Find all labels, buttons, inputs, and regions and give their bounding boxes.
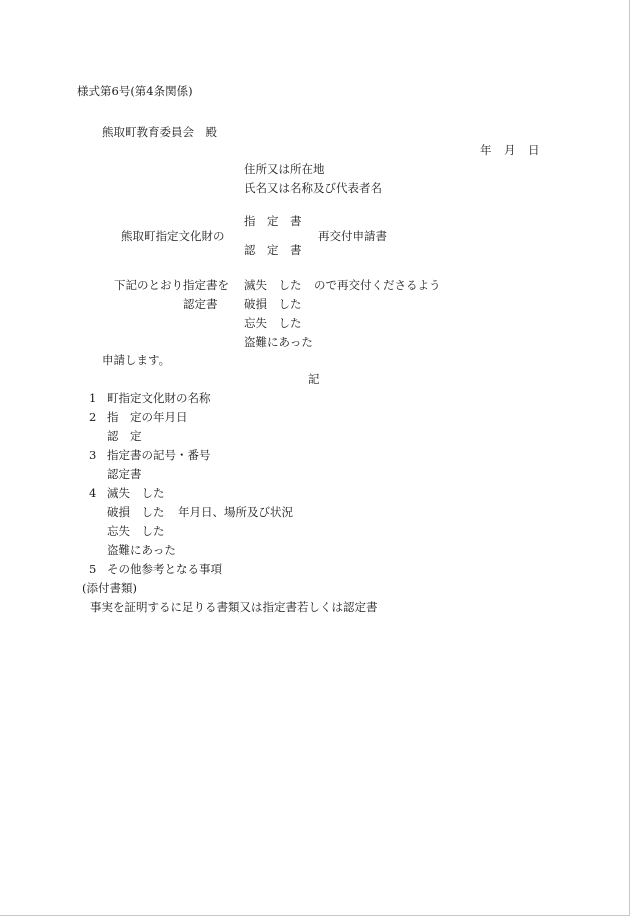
title-prefix: 熊取町指定文化財の (121, 229, 225, 243)
body-line1-prefix: 下記のとおり指定書を (114, 278, 229, 292)
body-reason-damaged: 破損 した (244, 297, 302, 311)
item-1-number: 1 (89, 391, 97, 405)
date-day: 日 (528, 143, 540, 157)
form-label: 様式第6号(第4条関係) (77, 84, 193, 98)
date-month: 月 (504, 143, 516, 157)
attachments-label: (添付書類) (82, 581, 137, 595)
item-1-text: 町指定文化財の名称 (107, 391, 211, 405)
item-4-damaged: 破損 した (107, 505, 165, 519)
item-4-suffix: 年月日、場所及び状況 (178, 505, 293, 519)
body-reason-stolen: 盗難にあった (244, 335, 313, 349)
item-2-number: 2 (89, 410, 97, 424)
date-year: 年 (480, 143, 492, 157)
body-line1-suffix: ので再交付くださるよう (314, 278, 441, 292)
item-4-lost: 滅失 した (107, 486, 165, 500)
item-3-text: 指定書の記号・番号 (107, 448, 211, 462)
item-2-sub: 認 定 (107, 429, 142, 443)
body-line2-prefix: 認定書 (183, 297, 218, 311)
item-3-sub: 認定書 (107, 467, 142, 481)
body-reason-lost: 滅失 した (244, 278, 302, 292)
item-5-text: その他参考となる事項 (107, 562, 222, 576)
addressee: 熊取町教育委員会 殿 (102, 125, 217, 139)
name-label: 氏名又は名称及び代表者名 (244, 181, 382, 195)
title-option-designation: 指 定 書 (244, 214, 302, 228)
title-suffix: 再交付申請書 (318, 229, 387, 243)
body-closing: 申請します。 (102, 353, 171, 367)
body-reason-forgotten: 忘失 した (244, 316, 302, 330)
item-4-forgotten: 忘失 した (107, 524, 165, 538)
item-2-text: 指 定の年月日 (107, 410, 188, 424)
item-3-number: 3 (89, 448, 97, 462)
item-4-number: 4 (89, 486, 97, 500)
attachments-text: 事実を証明するに足りる書類又は指定書若しくは認定書 (90, 600, 378, 614)
item-5-number: 5 (89, 562, 97, 576)
address-label: 住所又は所在地 (244, 162, 325, 176)
title-option-certification: 認 定 書 (244, 243, 302, 257)
ki-heading: 記 (308, 372, 320, 386)
item-4-stolen: 盗難にあった (107, 543, 176, 557)
